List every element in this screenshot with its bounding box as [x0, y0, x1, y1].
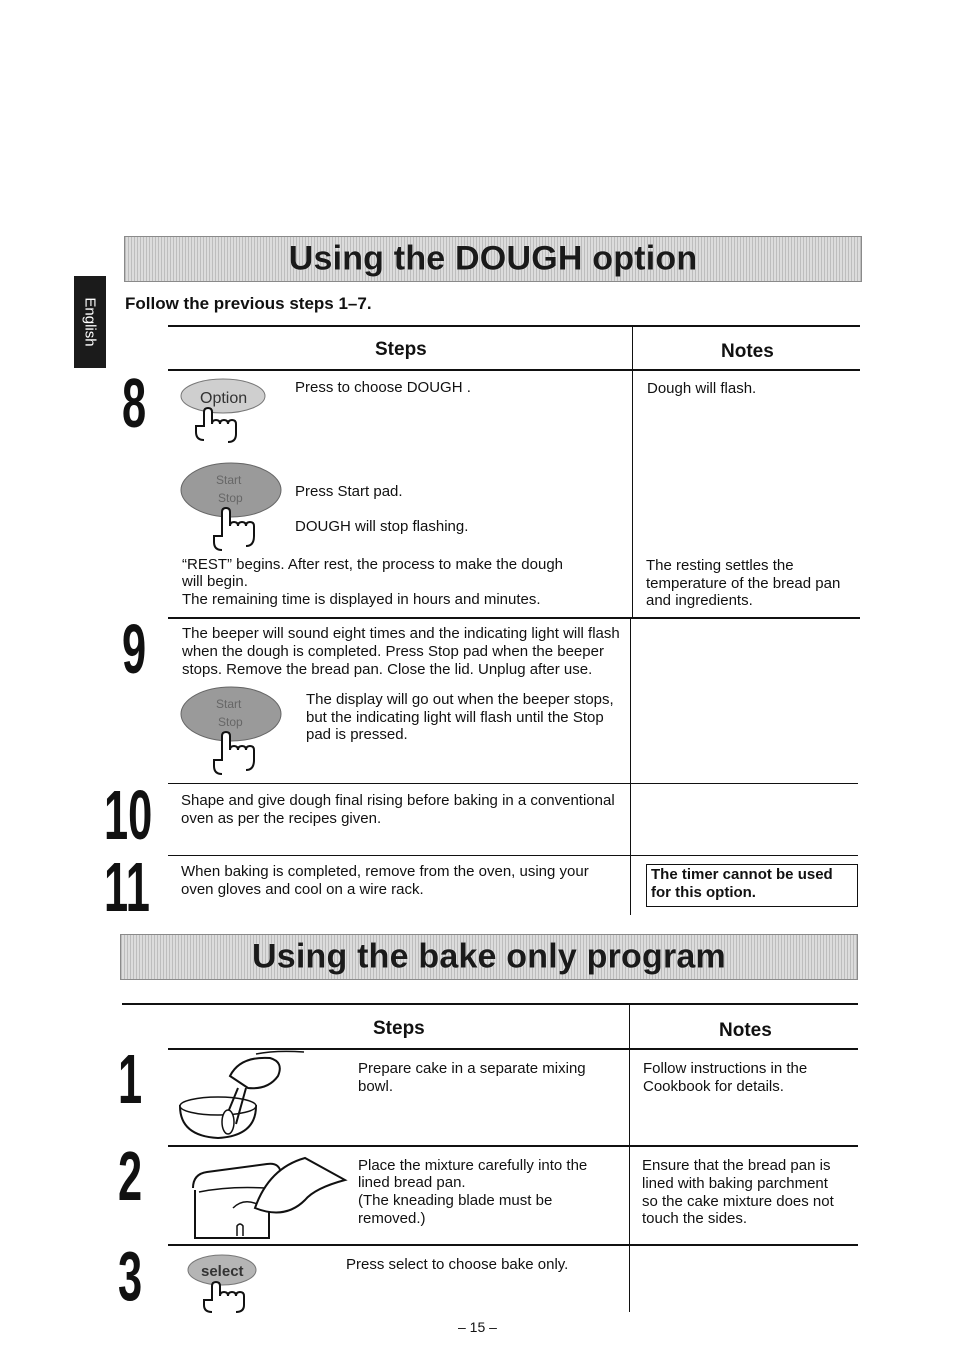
bake-step2-line-3: (The kneading blade must be: [358, 1192, 553, 1209]
option-label: Option: [200, 390, 248, 407]
select-button-icon: [186, 1254, 266, 1316]
stop-label: Stop: [218, 491, 243, 505]
dough-section-title: Using the DOUGH option: [288, 239, 698, 278]
column-divider: [632, 326, 633, 617]
step9-sub-1: The display will go out when the beeper stops,: [306, 691, 614, 708]
bake-step-number-3: 3: [118, 1237, 143, 1315]
dough-intro: Follow the previous steps 1–7.: [125, 294, 372, 313]
rule: [168, 369, 860, 371]
option-button-icon: [180, 378, 270, 448]
step8-text-3: DOUGH will stop flashing.: [295, 518, 469, 535]
step9-line-1: The beeper will sound eight times and the indicating light will flash: [182, 625, 620, 642]
step-number-8: 8: [122, 364, 147, 442]
step8-note-1: Dough will flash.: [647, 380, 757, 397]
rule: [168, 783, 858, 784]
bake-step3-line-1: Press select to choose bake only.: [346, 1256, 569, 1273]
step10-line-1: Shape and give dough final rising before baking in a conventional: [181, 792, 615, 809]
bake-step2-note-3: so the cake mixture does not: [642, 1193, 834, 1210]
start-label: Start: [216, 697, 242, 711]
step10-line-2: oven as per the recipes given.: [181, 810, 382, 827]
bake-step2-note-1: Ensure that the bread pan is: [642, 1157, 831, 1174]
step9-sub-3: pad is pressed.: [306, 726, 408, 743]
bake-step-number-2: 2: [118, 1137, 143, 1215]
rule: [168, 1145, 858, 1147]
bread-pan-illustration: [185, 1148, 350, 1243]
start-stop-button-icon: [180, 686, 290, 778]
step9-line-3: stops. Remove the bread pan. Close the lid. Unplug after use.: [182, 661, 593, 678]
step-number-11: 11: [104, 848, 150, 926]
bake-step1-line-2: bowl.: [358, 1078, 394, 1095]
start-stop-button-icon: [180, 462, 290, 554]
start-label: Start: [216, 473, 242, 487]
bake-step2-note-4: touch the sides.: [642, 1210, 748, 1227]
bake-section-banner: [120, 934, 858, 980]
step8-rest-line-1: “REST” begins. After rest, the process to make the dough: [182, 556, 564, 573]
mixer-bowl-illustration: [178, 1048, 308, 1140]
rule: [168, 855, 858, 856]
column-divider: [630, 618, 631, 915]
bake-step2-line-4: removed.): [358, 1210, 426, 1227]
bake-step-number-1: 1: [118, 1040, 143, 1118]
rule: [168, 325, 860, 327]
timer-warning-box: [646, 864, 858, 907]
bake-steps-header: Steps: [373, 1018, 425, 1039]
step8-note-2-line-3: and ingredients.: [646, 592, 753, 609]
bake-step1-note-2: Cookbook for details.: [643, 1078, 784, 1095]
select-label: select: [201, 1263, 244, 1280]
step-number-10: 10: [104, 776, 153, 854]
bake-step1-line-1: Prepare cake in a separate mixing: [358, 1060, 586, 1077]
step11-line-1: When baking is completed, remove from the oven, using your: [181, 863, 589, 880]
page-number: – 15 –: [458, 1319, 497, 1335]
language-tab: English: [74, 276, 106, 368]
dough-notes-header: Notes: [721, 341, 774, 362]
bake-step2-note-2: lined with baking parchment: [642, 1175, 828, 1192]
rule: [168, 1244, 858, 1246]
rule: [122, 1003, 858, 1005]
step9-line-2: when the dough is completed. Press Stop pad when the beeper: [182, 643, 604, 660]
bake-step1-note-1: Follow instructions in the: [643, 1060, 808, 1077]
timer-warning-line-1: The timer cannot be used: [651, 866, 833, 883]
step8-note-2-line-2: temperature of the bread pan: [646, 575, 841, 592]
rule: [168, 617, 860, 619]
bake-section-title: Using the bake only program: [252, 937, 726, 976]
dough-section-banner: [124, 236, 862, 282]
bake-step2-line-2: lined bread pan.: [358, 1174, 466, 1191]
step8-note-2-line-1: The resting settles the: [646, 557, 794, 574]
step11-line-2: oven gloves and cool on a wire rack.: [181, 881, 424, 898]
timer-warning-line-2: for this option.: [651, 884, 756, 901]
step8-rest-line-3: The remaining time is displayed in hours and minutes.: [182, 591, 541, 608]
bake-notes-header: Notes: [719, 1020, 772, 1041]
step8-rest-line-2: will begin.: [182, 573, 248, 590]
dough-steps-header: Steps: [375, 339, 427, 360]
bake-step2-line-1: Place the mixture carefully into the: [358, 1157, 588, 1174]
step9-sub-2: but the indicating light will flash until the Stop: [306, 709, 604, 726]
step-number-9: 9: [122, 610, 147, 688]
stop-label: Stop: [218, 715, 243, 729]
step8-text-2: Press Start pad.: [295, 483, 403, 500]
step8-text-1: Press to choose DOUGH .: [295, 379, 471, 396]
column-divider: [629, 1004, 630, 1312]
